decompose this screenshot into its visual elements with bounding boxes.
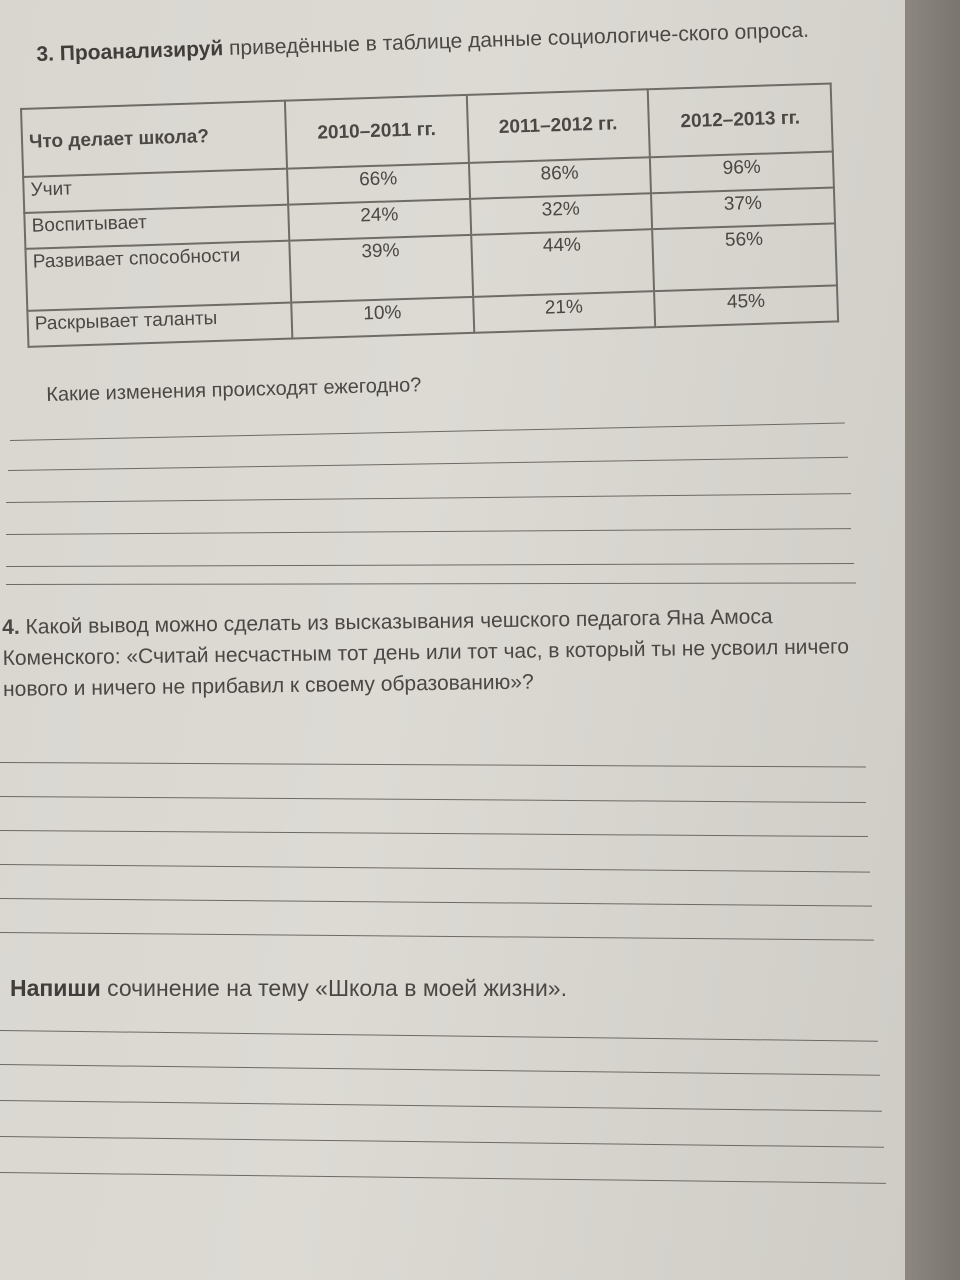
answer-line[interactable] <box>0 1100 882 1112</box>
row-value: 39% <box>289 235 472 303</box>
page-edge-shadow <box>905 0 960 1280</box>
answer-line[interactable] <box>6 583 856 585</box>
answer-line[interactable] <box>0 762 866 768</box>
answer-line[interactable] <box>6 563 854 567</box>
task-3-text: приведённые в таблице данные социологиче-ского опроса. <box>228 18 810 60</box>
row-value: 96% <box>650 151 834 193</box>
row-value: 37% <box>651 187 835 229</box>
row-value: 21% <box>473 291 656 333</box>
table-header-cell: 2012–2013 гг. <box>648 84 833 158</box>
task-5-text: сочинение на тему «Школа в моей жизни». <box>107 975 567 1001</box>
table-header-cell: 2011–2012 гг. <box>466 89 650 163</box>
survey-table <box>20 82 839 347</box>
row-value: 56% <box>652 223 837 291</box>
task-5-verb: Напиши <box>10 975 101 1001</box>
table-header-cell: 2010–2011 гг. <box>285 95 469 169</box>
answer-line[interactable] <box>0 830 868 837</box>
row-value: 86% <box>468 157 651 199</box>
row-label: Воспитывает <box>24 205 289 249</box>
row-value: 66% <box>287 163 470 205</box>
row-value: 44% <box>471 229 654 297</box>
row-label: Раскрывает таланты <box>27 303 292 347</box>
row-value: 24% <box>288 199 471 241</box>
table-header-cell: Что делает школа? <box>21 101 287 177</box>
answer-line[interactable] <box>0 932 874 941</box>
answer-line[interactable] <box>8 457 848 471</box>
answer-line[interactable] <box>0 864 870 873</box>
answer-line[interactable] <box>0 898 872 907</box>
task-4-text: Какой вывод можно сделать из высказывания чешского педагога Яна Амоса Коменского: «Считай несчастным тот день или тот час, в который ты не усвоил ничего нового и ничего не прибавил к своему образованию»? <box>2 605 850 701</box>
task-3-number: 3. <box>36 42 55 66</box>
answer-line[interactable] <box>0 1136 884 1148</box>
answer-line[interactable] <box>6 493 851 503</box>
answer-line[interactable] <box>0 1030 878 1042</box>
task-4-number: 4. <box>2 615 20 639</box>
row-value: 32% <box>470 193 653 235</box>
task-3-heading <box>36 14 857 70</box>
answer-line[interactable] <box>6 528 851 535</box>
answer-line[interactable] <box>10 423 845 441</box>
answer-line[interactable] <box>0 796 866 803</box>
row-label: Развивает способности <box>25 241 291 311</box>
task-3-verb: Проанализируй <box>59 37 224 66</box>
row-value: 10% <box>291 297 474 339</box>
task-4 <box>2 600 883 705</box>
row-label: Учит <box>23 169 288 213</box>
question-3: Какие изменения происходят ежегодно? <box>46 374 422 406</box>
task-5 <box>10 975 567 1002</box>
answer-line[interactable] <box>0 1064 880 1076</box>
answer-line[interactable] <box>0 1172 886 1184</box>
row-value: 45% <box>654 285 838 327</box>
